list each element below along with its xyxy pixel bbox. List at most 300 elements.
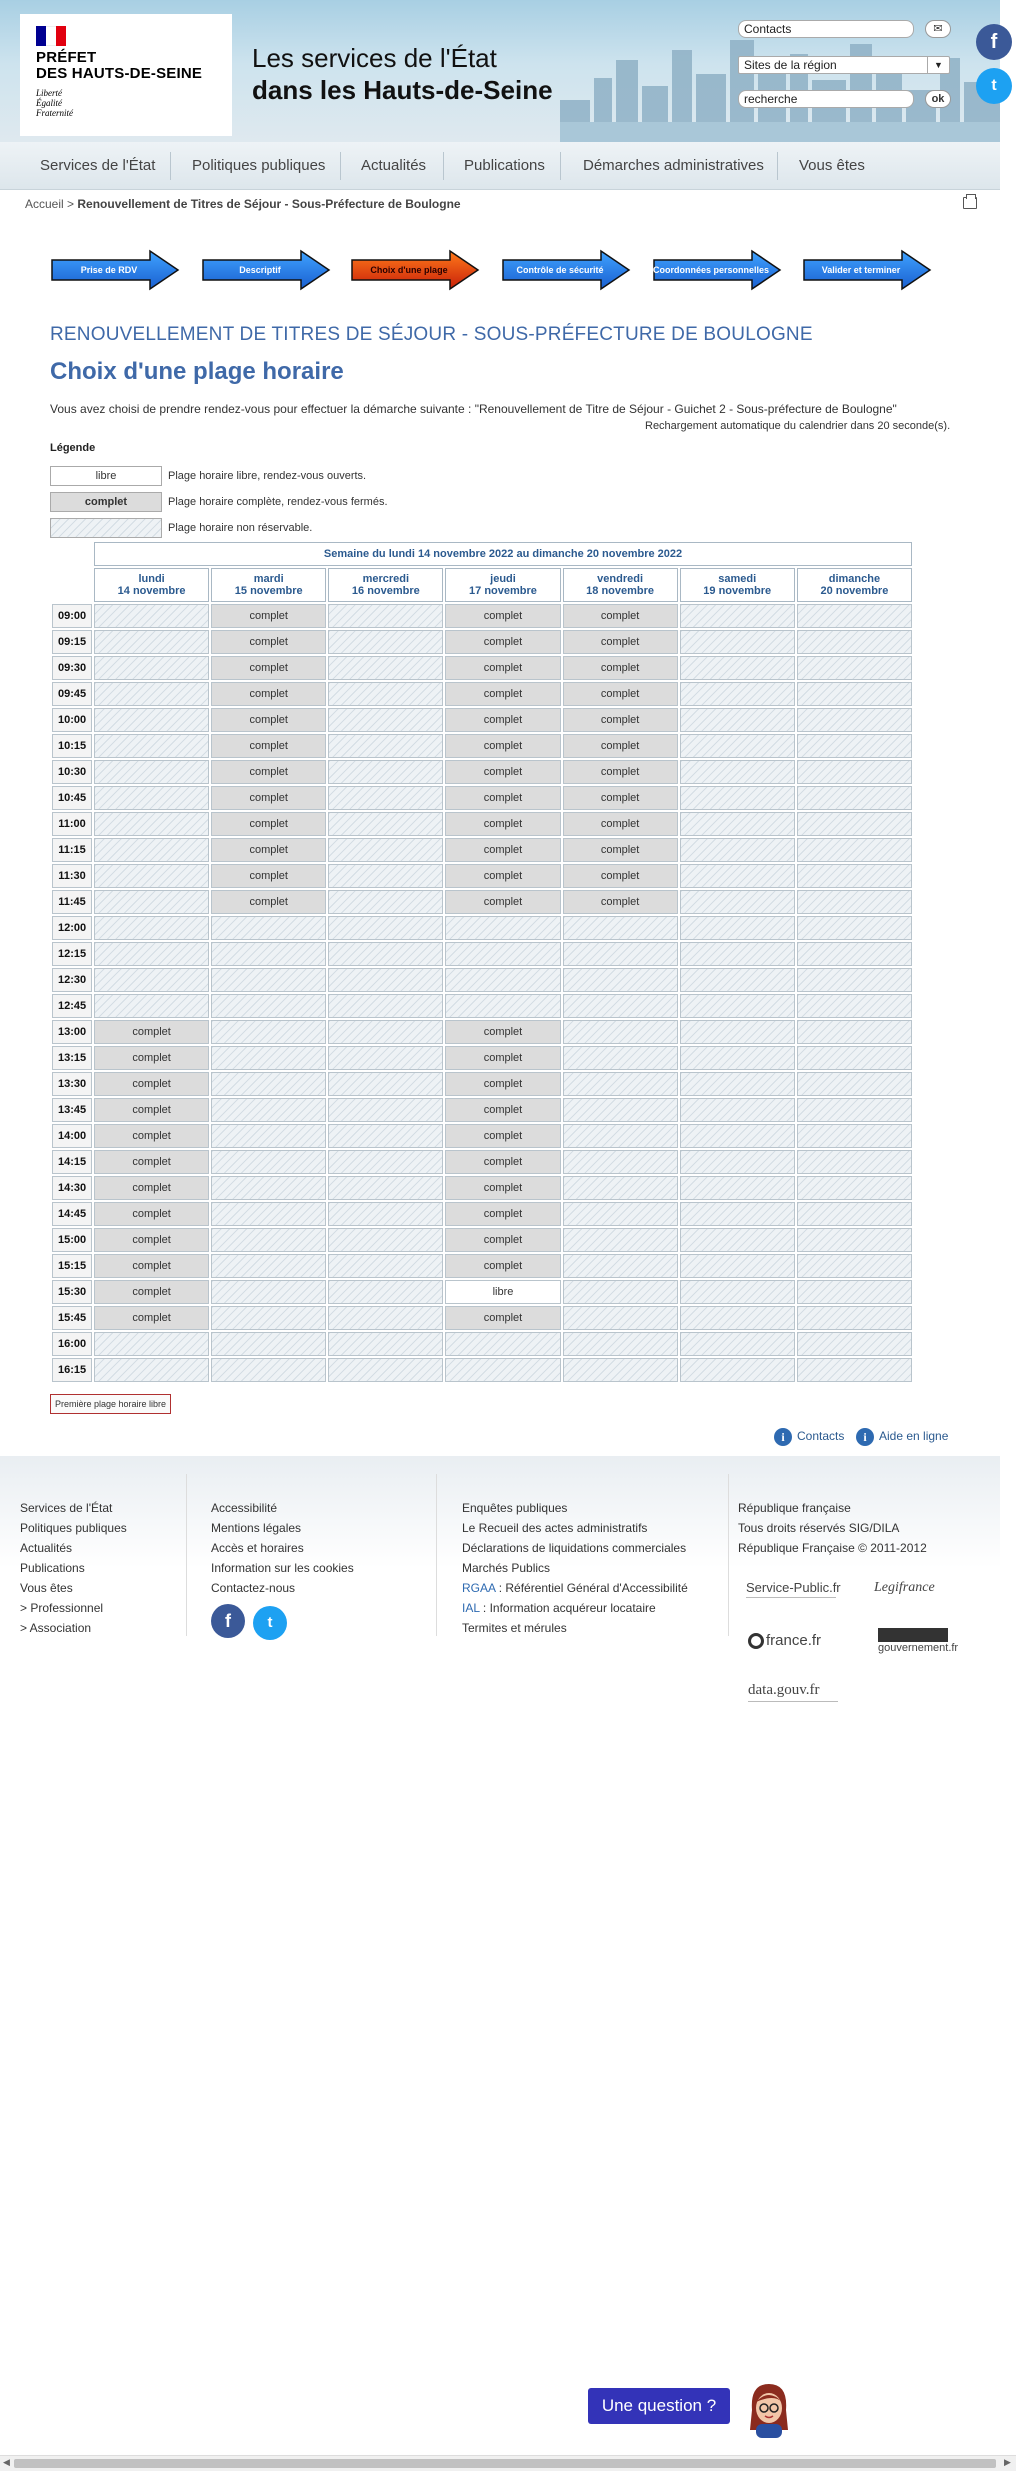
footer-info-link-2[interactable]: Accès et horaires [211, 1541, 304, 1555]
slot-full: complet [94, 1072, 209, 1096]
footer-legal-text-0: République française [738, 1501, 851, 1515]
site-footer [0, 1456, 1000, 1736]
slot-unavailable [797, 1046, 912, 1070]
time-row [52, 1202, 912, 1226]
slot-unavailable [680, 1332, 795, 1356]
slot-full: complet [211, 708, 326, 732]
time-label: 10:00 [52, 708, 92, 732]
footer-col-info [211, 1498, 354, 1640]
step-label: Valider et terminer [821, 265, 901, 275]
slot-full: complet [94, 1306, 209, 1330]
horizontal-scrollbar[interactable] [0, 2455, 1016, 2471]
search-submit-button[interactable]: ok [925, 90, 951, 108]
time-label: 14:30 [52, 1176, 92, 1200]
slot-full: complet [94, 1020, 209, 1044]
slot-full: complet [445, 1020, 560, 1044]
slot-full: complet [445, 1124, 560, 1148]
slot-full: complet [445, 1098, 560, 1122]
scroll-right-icon[interactable]: ▶ [1004, 2457, 1011, 2467]
slot-unavailable [797, 786, 912, 810]
time-label: 16:15 [52, 1358, 92, 1382]
slot-unavailable [797, 1254, 912, 1278]
time-row [52, 1046, 912, 1070]
slot-unavailable [797, 708, 912, 732]
footer-col-nav [20, 1498, 127, 1638]
slot-full: complet [94, 1228, 209, 1252]
chat-question-button[interactable]: Une question ? [588, 2388, 730, 2424]
slot-full: complet [563, 838, 678, 862]
slot-unavailable [680, 682, 795, 706]
slot-full: complet [94, 1098, 209, 1122]
step-label: Choix d'une plage [370, 265, 448, 275]
scrollbar-thumb[interactable] [14, 2459, 996, 2468]
slot-unavailable [445, 1332, 560, 1356]
slot-unavailable [328, 734, 443, 758]
slot-full: complet [563, 786, 678, 810]
slot-unavailable [680, 630, 795, 654]
slot-unavailable [445, 1358, 560, 1382]
slot-unavailable [797, 1358, 912, 1382]
footer-link-ial[interactable]: IAL : Information acquéreur locataire [462, 1601, 656, 1615]
slot-full: complet [445, 812, 560, 836]
scroll-left-icon[interactable]: ◀ [3, 2457, 10, 2467]
slot-unavailable [94, 656, 209, 680]
slot-unavailable [211, 1280, 326, 1304]
city-skyline-illustration [560, 30, 1000, 142]
slot-unavailable [563, 1124, 678, 1148]
slot-full: complet [563, 890, 678, 914]
slot-unavailable [563, 1306, 678, 1330]
slot-unavailable [680, 942, 795, 966]
slot-unavailable [328, 786, 443, 810]
slot-unavailable [94, 916, 209, 940]
footer-nav-link-2[interactable]: Actualités [20, 1541, 73, 1555]
first-free-slot-button[interactable]: Première plage horaire libre [50, 1394, 171, 1414]
legend-unavailable-swatch [50, 518, 162, 538]
slot-unavailable [797, 1306, 912, 1330]
twitter-icon[interactable]: t [976, 68, 1012, 104]
legend-title: Légende [50, 442, 96, 454]
slot-unavailable [680, 734, 795, 758]
time-label: 12:15 [52, 942, 92, 966]
slot-full: complet [211, 786, 326, 810]
slot-unavailable [563, 1176, 678, 1200]
slot-unavailable [797, 812, 912, 836]
footer-link-0[interactable]: Enquêtes publiques [462, 1501, 568, 1515]
nav-actualites[interactable]: Actualités [361, 157, 427, 174]
time-row [52, 1098, 912, 1122]
slot-unavailable [680, 994, 795, 1018]
nav-vous-etes[interactable]: Vous êtes [799, 157, 865, 174]
slot-full: complet [563, 604, 678, 628]
slot-full: complet [211, 604, 326, 628]
slot-unavailable [797, 942, 912, 966]
slot-unavailable [680, 1098, 795, 1122]
time-label: 12:00 [52, 916, 92, 940]
slot-unavailable [797, 1176, 912, 1200]
slot-full: complet [445, 1202, 560, 1226]
footer-nav-link-0[interactable]: Services de l'État [20, 1501, 113, 1515]
slot-unavailable [211, 1020, 326, 1044]
slot-unavailable [328, 916, 443, 940]
slot-unavailable [680, 838, 795, 862]
slot-unavailable [680, 708, 795, 732]
slot-full: complet [563, 682, 678, 706]
slot-full: complet [563, 760, 678, 784]
info-icon: i [856, 1428, 874, 1446]
facebook-icon[interactable]: f [211, 1604, 245, 1638]
step-1 [50, 248, 182, 292]
help-online-link[interactable]: i Aide en ligne [856, 1428, 948, 1446]
step-label: Contrôle de sécurité [516, 265, 604, 275]
slot-unavailable [680, 916, 795, 940]
slot-unavailable [328, 760, 443, 784]
slot-unavailable [211, 1098, 326, 1122]
slot-unavailable [328, 1280, 443, 1304]
time-row [52, 942, 912, 966]
slot-unavailable [680, 604, 795, 628]
footer-link-rgaa[interactable]: RGAA : Référentiel Général d'Accessibilité [462, 1581, 688, 1595]
slot-unavailable [563, 1202, 678, 1226]
slot-full: complet [211, 864, 326, 888]
time-label: 15:45 [52, 1306, 92, 1330]
slot-unavailable [563, 1098, 678, 1122]
nav-services-etat[interactable]: Services de l'État [40, 157, 156, 174]
slot-full: complet [445, 1150, 560, 1174]
breadcrumb [25, 197, 461, 211]
time-row [52, 1228, 912, 1252]
slot-full: complet [445, 708, 560, 732]
slot-unavailable [680, 656, 795, 680]
slot-full: complet [94, 1150, 209, 1174]
time-row [52, 734, 912, 758]
step-4 [501, 248, 633, 292]
slot-full: complet [445, 604, 560, 628]
twitter-icon[interactable]: t [253, 1606, 287, 1640]
site-title: Les services de l'État dans les Hauts-de-Seine [252, 43, 553, 105]
slot-unavailable [328, 1332, 443, 1356]
slot-full: complet [563, 734, 678, 758]
time-label: 15:30 [52, 1280, 92, 1304]
slot-unavailable [211, 1072, 326, 1096]
logo-title: PRÉFET DES HAUTS-DE-SEINE [36, 49, 203, 82]
slot-unavailable [328, 1358, 443, 1382]
slot-unavailable [211, 916, 326, 940]
slot-unavailable [797, 1228, 912, 1252]
slot-unavailable [563, 1358, 678, 1382]
slot-full: complet [445, 890, 560, 914]
slot-unavailable [797, 1202, 912, 1226]
slot-full: complet [211, 734, 326, 758]
slot-full: complet [445, 1306, 560, 1330]
slot-unavailable [680, 812, 795, 836]
page-title: Choix d'une plage horaire [50, 358, 344, 385]
footer-col-links [462, 1498, 688, 1638]
slot-unavailable [797, 916, 912, 940]
slot-unavailable [94, 838, 209, 862]
time-label: 10:15 [52, 734, 92, 758]
time-row [52, 1150, 912, 1174]
slot-unavailable [680, 1254, 795, 1278]
time-label: 09:00 [52, 604, 92, 628]
slot-unavailable [94, 1358, 209, 1382]
footer-info-link-0[interactable]: Accessibilité [211, 1501, 278, 1515]
slot-unavailable [328, 994, 443, 1018]
slot-full: complet [563, 864, 678, 888]
time-label: 13:30 [52, 1072, 92, 1096]
time-label: 09:30 [52, 656, 92, 680]
slot-unavailable [797, 1150, 912, 1174]
day-header: mercredi 16 novembre [328, 568, 443, 602]
prefet-logo[interactable] [20, 14, 232, 136]
time-label: 11:00 [52, 812, 92, 836]
week-title: Semaine du lundi 14 novembre 2022 au dimanche 20 novembre 2022 [94, 542, 912, 566]
help-contacts-link[interactable]: i Contacts [774, 1428, 844, 1446]
slot-unavailable [94, 890, 209, 914]
time-label: 14:00 [52, 1124, 92, 1148]
slot-full: complet [211, 838, 326, 862]
time-row [52, 1072, 912, 1096]
slot-unavailable [94, 942, 209, 966]
footer-link-1[interactable]: Le Recueil des actes administratifs [462, 1521, 648, 1535]
time-row [52, 994, 912, 1018]
footer-info-link-1[interactable]: Mentions légales [211, 1521, 302, 1535]
slot-unavailable [680, 1202, 795, 1226]
slot-unavailable [94, 604, 209, 628]
legend-unavailable-text: Plage horaire non réservable. [168, 522, 313, 534]
slot-full: complet [211, 682, 326, 706]
slot-unavailable [211, 1358, 326, 1382]
step-3 [350, 248, 482, 292]
time-label: 10:45 [52, 786, 92, 810]
facebook-icon[interactable]: f [976, 24, 1012, 60]
time-row [52, 1332, 912, 1356]
data-gouv-logo[interactable]: data.gouv.fr [748, 1682, 838, 1712]
slot-unavailable [328, 838, 443, 862]
footer-nav-link-6[interactable]: > Association [20, 1621, 92, 1635]
procedure-intro: Vous avez choisi de prendre rendez-vous pour effectuer la démarche suivante : "Renouvellement de Titre de Séjour - Guichet 2 - Sous-préfecture de Boulogne" [50, 402, 897, 416]
day-header: samedi 19 novembre [680, 568, 795, 602]
nav-separator [170, 152, 171, 180]
time-label: 11:30 [52, 864, 92, 888]
slot-unavailable [328, 1202, 443, 1226]
footer-nav-link-3[interactable]: Publications [20, 1561, 85, 1575]
footer-nav-link-4[interactable]: Vous êtes [20, 1581, 73, 1595]
slot-unavailable [680, 864, 795, 888]
marianne-flag-icon [36, 26, 66, 46]
time-row [52, 682, 912, 706]
france-fr-logo[interactable]: france.fr [748, 1632, 821, 1662]
slot-unavailable [680, 968, 795, 992]
footer-link-termites[interactable]: Termites et mérules [462, 1621, 567, 1635]
slot-unavailable [211, 1202, 326, 1226]
nav-separator [777, 152, 778, 180]
slot-unavailable [211, 1046, 326, 1070]
slot-full: complet [94, 1280, 209, 1304]
slot-unavailable [680, 760, 795, 784]
slot-full: complet [211, 656, 326, 680]
slot-unavailable [94, 864, 209, 888]
slot-full: complet [445, 682, 560, 706]
chat-assistant-avatar[interactable] [744, 2380, 794, 2438]
time-row [52, 760, 912, 784]
time-label: 11:45 [52, 890, 92, 914]
time-row [52, 864, 912, 888]
time-label: 10:30 [52, 760, 92, 784]
legifrance-logo[interactable]: Legifrance [874, 1580, 935, 1595]
time-row [52, 916, 912, 940]
nav-separator [560, 152, 561, 180]
slot-unavailable [328, 1124, 443, 1148]
slot-unavailable [563, 942, 678, 966]
sites-region-select[interactable]: Sites de la région ▼ [738, 56, 950, 74]
print-icon[interactable] [963, 197, 977, 209]
slot-unavailable [94, 812, 209, 836]
slot-unavailable [94, 682, 209, 706]
search-input[interactable]: recherche [738, 90, 914, 108]
slot-unavailable [328, 682, 443, 706]
slot-unavailable [211, 1306, 326, 1330]
slot-unavailable [328, 1228, 443, 1252]
slot-full: complet [445, 1046, 560, 1070]
slot-full: complet [211, 760, 326, 784]
slot-full: complet [211, 890, 326, 914]
breadcrumb-separator: > [67, 197, 75, 211]
slot-unavailable [797, 994, 912, 1018]
slot-unavailable [563, 916, 678, 940]
slot-unavailable [211, 994, 326, 1018]
contacts-field[interactable]: Contacts [738, 20, 914, 38]
slot-full: complet [445, 1072, 560, 1096]
slot-unavailable [328, 1046, 443, 1070]
footer-link-2[interactable]: Déclarations de liquidations commerciales [462, 1541, 687, 1555]
slot-free[interactable]: libre [445, 1280, 560, 1304]
time-label: 15:00 [52, 1228, 92, 1252]
service-public-logo[interactable]: Service-Public.fr [746, 1580, 841, 1610]
slot-unavailable [328, 812, 443, 836]
slot-unavailable [94, 786, 209, 810]
time-label: 09:45 [52, 682, 92, 706]
slot-full: complet [211, 812, 326, 836]
legend-full-text: Plage horaire complète, rendez-vous fermés. [168, 496, 388, 508]
nav-separator [443, 152, 444, 180]
time-label: 09:15 [52, 630, 92, 654]
time-row [52, 838, 912, 862]
slot-unavailable [797, 1280, 912, 1304]
nav-politiques-publiques[interactable]: Politiques publiques [192, 157, 326, 174]
time-row [52, 1280, 912, 1304]
time-row [52, 708, 912, 732]
slot-unavailable [797, 838, 912, 862]
slot-unavailable [445, 916, 560, 940]
footer-col-legal [738, 1498, 927, 1558]
main-nav [0, 142, 1000, 190]
footer-separator [186, 1474, 187, 1636]
nav-publications[interactable]: Publications [464, 157, 545, 174]
slot-unavailable [445, 968, 560, 992]
footer-link-3[interactable]: Marchés Publics [462, 1561, 551, 1575]
slot-unavailable [328, 968, 443, 992]
slot-full: complet [445, 734, 560, 758]
slot-unavailable [94, 968, 209, 992]
slot-unavailable [563, 1228, 678, 1252]
slot-full: complet [445, 1176, 560, 1200]
slot-unavailable [797, 734, 912, 758]
time-row [52, 1020, 912, 1044]
step-5 [652, 248, 784, 292]
slot-full: complet [445, 838, 560, 862]
slot-unavailable [563, 1072, 678, 1096]
slot-unavailable [797, 1098, 912, 1122]
breadcrumb-home[interactable]: Accueil [25, 197, 64, 211]
slot-full: complet [211, 630, 326, 654]
time-label: 12:45 [52, 994, 92, 1018]
slot-unavailable [211, 1228, 326, 1252]
slot-unavailable [797, 682, 912, 706]
slot-full: complet [563, 656, 678, 680]
time-row [52, 890, 912, 914]
legend-free-text: Plage horaire libre, rendez-vous ouverts. [168, 470, 367, 482]
slot-full: complet [94, 1202, 209, 1226]
slot-unavailable [680, 890, 795, 914]
slot-unavailable [680, 1124, 795, 1148]
slot-full: complet [563, 630, 678, 654]
step-label: Prise de RDV [80, 265, 138, 275]
slot-full: complet [94, 1046, 209, 1070]
slot-full: complet [94, 1176, 209, 1200]
time-label: 15:15 [52, 1254, 92, 1278]
slot-unavailable [797, 1124, 912, 1148]
info-icon: i [774, 1428, 792, 1446]
footer-separator [436, 1474, 437, 1636]
slot-full: complet [445, 1228, 560, 1252]
gouvernement-fr-logo[interactable]: gouvernement.fr [878, 1628, 958, 1658]
slot-unavailable [797, 1020, 912, 1044]
slot-unavailable [563, 1020, 678, 1044]
mail-icon[interactable]: ✉ [925, 20, 951, 38]
slot-unavailable [680, 1150, 795, 1174]
slot-unavailable [211, 1176, 326, 1200]
slot-unavailable [211, 1124, 326, 1148]
slot-unavailable [328, 656, 443, 680]
time-row [52, 812, 912, 836]
time-label: 13:15 [52, 1046, 92, 1070]
slot-unavailable [797, 760, 912, 784]
footer-info-link-4[interactable]: Contactez-nous [211, 1581, 296, 1595]
slot-unavailable [445, 994, 560, 1018]
slot-unavailable [563, 1332, 678, 1356]
section-title: RENOUVELLEMENT DE TITRES DE SÉJOUR - SOUS-PRÉFECTURE DE BOULOGNE [50, 324, 813, 345]
slot-full: complet [94, 1254, 209, 1278]
footer-nav-link-1[interactable]: Politiques publiques [20, 1521, 127, 1535]
slot-full: complet [94, 1124, 209, 1148]
slot-unavailable [563, 1254, 678, 1278]
slot-unavailable [563, 1046, 678, 1070]
legend-free-swatch: libre [50, 466, 162, 486]
nav-demarches[interactable]: Démarches administratives [583, 157, 764, 174]
slot-unavailable [797, 656, 912, 680]
footer-nav-link-5[interactable]: > Professionnel [20, 1601, 104, 1615]
slot-full: complet [563, 708, 678, 732]
slot-full: complet [445, 760, 560, 784]
slot-unavailable [680, 1176, 795, 1200]
footer-info-link-3[interactable]: Information sur les cookies [211, 1561, 354, 1575]
step-6 [802, 248, 934, 292]
footer-legal-text-2: République Française © 2011-2012 [738, 1541, 927, 1555]
slot-unavailable [680, 1280, 795, 1304]
time-label: 16:00 [52, 1332, 92, 1356]
time-row [52, 1306, 912, 1330]
